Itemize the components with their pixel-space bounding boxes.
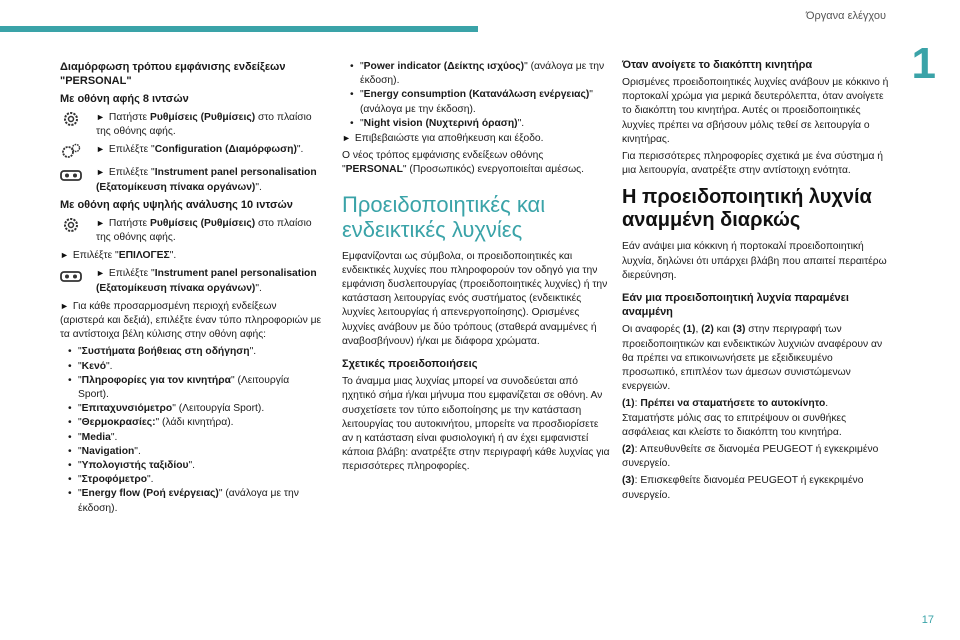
confirm-step: ► Επιβεβαιώστε για αποθήκευση και έξοδο. — [342, 133, 544, 145]
step-settings-10: ► Πατήστε Ρυθμίσεις (Ρυθμίσεις) στο πλαίσιο της οθόνης αφής. — [60, 216, 322, 245]
gear-icon — [60, 110, 82, 128]
list-item: • "Media". — [60, 431, 322, 445]
step-configuration: ► Επιλέξτε "Configuration (Διαμόρφωση)". — [60, 142, 322, 162]
step-settings: ► Πατήστε Ρυθμίσεις (Ρυθμίσεις) στο πλαίσιο της οθόνης αφής. — [60, 110, 322, 139]
arrow-icon: ► — [96, 167, 105, 178]
paragraph: Εμφανίζονται ως σύμβολα, οι προειδοποιητικές και ενδεικτικές λυχνίες που πληροφορούν τον οδηγό για την εμφάνιση δυσλειτουργίας (προειδοποιητικές λυχνίες) ή την κατάσταση λειτουργίας ενός συστήματος (ενδεικτικές λυχνίες λειτουργίας ή απενεργοποίησης). Ορισμένες λυχνίες ανάβουν με δύο τρόπους (σταθερά αναμμένες ή αναβοσβήνουν) ή/και με διάφορα χρώματα. — [342, 250, 608, 347]
instrument-panel-icon — [60, 165, 82, 183]
note-1-text: Σταματήστε μόλις σας το επιτρέψουν οι συνθήκες ασφάλειας και κλείστε το διακόπτη του κινητήρα. — [622, 412, 847, 438]
subsection-heading: Όταν ανοίγετε το διακόπτη κινητήρα — [622, 59, 813, 71]
paragraph: Εάν ανάψει μια κόκκινη ή πορτοκαλί προειδοποιητική λυχνία, δηλώνει ότι υπάρχει βλάβη που απαιτεί περαιτέρω διερεύνηση. — [622, 241, 887, 281]
column-right — [622, 58, 890, 506]
section-title-lamp-on: Η προειδοποιητική λυχνία αναμμένη διαρκώς — [622, 186, 872, 232]
column-middle — [342, 60, 610, 478]
list-item: • "Θερμοκρασίες:" (λάδι κινητήρα). — [60, 416, 322, 430]
list-item: • "Power indicator (Δείκτης ισχύος)" (ανάλογα με την έκδοση). — [342, 60, 610, 88]
header-title: Όργανα ελέγχου — [806, 10, 886, 22]
list-item: • "Navigation". — [60, 445, 322, 459]
page-number: 17 — [921, 614, 934, 626]
info-type-list-cont — [342, 60, 610, 131]
list-item: • "Κενό". — [60, 360, 322, 374]
list-item: • "Στροφόμετρο". — [60, 473, 322, 487]
step-instrument-panel-10: ► Επιλέξτε "Instrument panel personalisation (Εξατομίκευση πίνακα οργάνων)". — [60, 266, 322, 295]
info-type-list — [60, 345, 322, 515]
column-left — [60, 60, 322, 516]
gear-icon — [60, 216, 82, 234]
subsection-heading: Με οθόνη αφής 8 ιντσών — [60, 93, 189, 105]
list-item: • "Επιταχυνσιόμετρο" (Λειτουργία Sport). — [60, 402, 322, 416]
arrow-icon: ► — [96, 217, 105, 228]
arrow-icon: ► — [60, 250, 69, 261]
list-item: • "Πληροφορίες για τον κινητήρα" (Λειτουργία Sport). — [60, 374, 322, 402]
arrow-icon: ► — [60, 300, 69, 311]
note-2: (2): Απευθυνθείτε σε διανομέα PEUGEOT ή εγκεκριμένο συνεργείο. — [622, 444, 879, 470]
subsection-heading: Εάν μια προειδοποιητική λυχνία παραμένει αναμμένη — [622, 292, 849, 319]
list-item: • "Energy flow (Ροή ενέργειας)" (ανάλογα με την έκδοση). — [60, 487, 322, 515]
header-bar — [0, 26, 478, 32]
list-item: • "Υπολογιστής ταξιδίου". — [60, 459, 322, 473]
arrow-icon: ► — [342, 133, 351, 144]
arrow-icon: ► — [96, 144, 105, 155]
note-1: (1): Πρέπει να σταματήσετε το αυτοκίνητο. — [622, 398, 829, 410]
list-item: • "Συστήματα βοήθειας στη οδήγηση". — [60, 345, 322, 359]
chapter-number: 1 — [911, 39, 936, 88]
paragraph: Για περισσότερες πληροφορίες σχετικά με ένα σύστημα ή μια λειτουργία, ανατρέξτε στην αντίστοιχη ενότητα. — [622, 151, 884, 177]
list-item: • "Night vision (Νυχτερινή όραση)". — [342, 117, 610, 131]
gears-icon — [60, 142, 82, 160]
paragraph: Ορισμένες προειδοποιητικές λυχνίες ανάβουν με κόκκινο ή πορτοκαλί χρώμα για μερικά δευτερόλεπτα, όταν ανοίγετε το διακόπτη του κινητήρα. Αυτές οι προειδοποιητικές λυχνίες πρέπει να σβήσουν μόλις τεθεί σε λειτουργία ο κινητήρας. — [622, 77, 889, 145]
instrument-panel-icon — [60, 266, 82, 284]
step-options: ► Επιλέξτε "ΕΠΙΛΟΓΕΣ". — [60, 250, 177, 262]
new-mode-note: Ο νέος τρόπος εμφάνισης ενδείξεων οθόνης "PERSONAL" (Προσωπικός) ενεργοποιείται αμέσως. — [342, 150, 584, 176]
arrow-icon: ► — [96, 268, 105, 279]
references-paragraph: Οι αναφορές (1), (2) και (3) στην περιγραφή των προειδοποιητικών και ενδεικτικών λυχνιών αναφέρουν αν θα πρέπει να επικοινωνήσετε με εξειδικευμένο προσωπικό, επιπλέον των άμεσων συνιστώμενων ενεργειών. — [622, 324, 883, 393]
section-title-warning-lamps: Προειδοποιητικές και ενδεικτικές λυχνίες — [342, 191, 546, 242]
subsection-heading: Σχετικές προειδοποιήσεις — [342, 358, 478, 371]
list-item: • "Energy consumption (Κατανάλωση ενέργειας)" (ανάλογα με την έκδοση). — [342, 88, 610, 116]
section-heading: Διαμόρφωση τρόπου εμφάνισης ενδείξεων "PERSONAL" — [60, 61, 286, 87]
subsection-heading: Με οθόνη αφής υψηλής ανάλυσης 10 ιντσών — [60, 198, 293, 211]
step-instrument-panel: ► Επιλέξτε "Instrument panel personalisation (Εξατομίκευση πίνακα οργάνων)". — [60, 165, 322, 194]
area-instruction: ► Για κάθε προσαρμοσμένη περιοχή ενδείξεων (αριστερά και δεξιά), επιλέξτε έναν τύπο πληροφοριών με τα αντίστοιχα βέλη κύλισης στην οθόνη αφής: — [60, 300, 322, 341]
paragraph: Το άναμμα μιας λυχνίας μπορεί να συνοδεύεται από ηχητικό σήμα ή/και μήνυμα που εμφανίζεται σε οθόνη. Αν συσχετίσετε τον τύπο ειδοποίησης με την κατάσταση λειτουργίας του αυτοκινήτου, μπορείτε να προσδιορίσετε αν η κατάσταση είναι φυσιολογική ή αν έχει εμφανιστεί κάποια βλάβη: ανατρέξτε στην περιγραφή κάθε λυχνίας για περισσότερες πληροφορίες. — [342, 376, 610, 473]
note-3: (3): Επισκεφθείτε διανομέα PEUGEOT ή εγκεκριμένο συνεργείο. — [622, 475, 864, 501]
arrow-icon: ► — [96, 112, 105, 122]
